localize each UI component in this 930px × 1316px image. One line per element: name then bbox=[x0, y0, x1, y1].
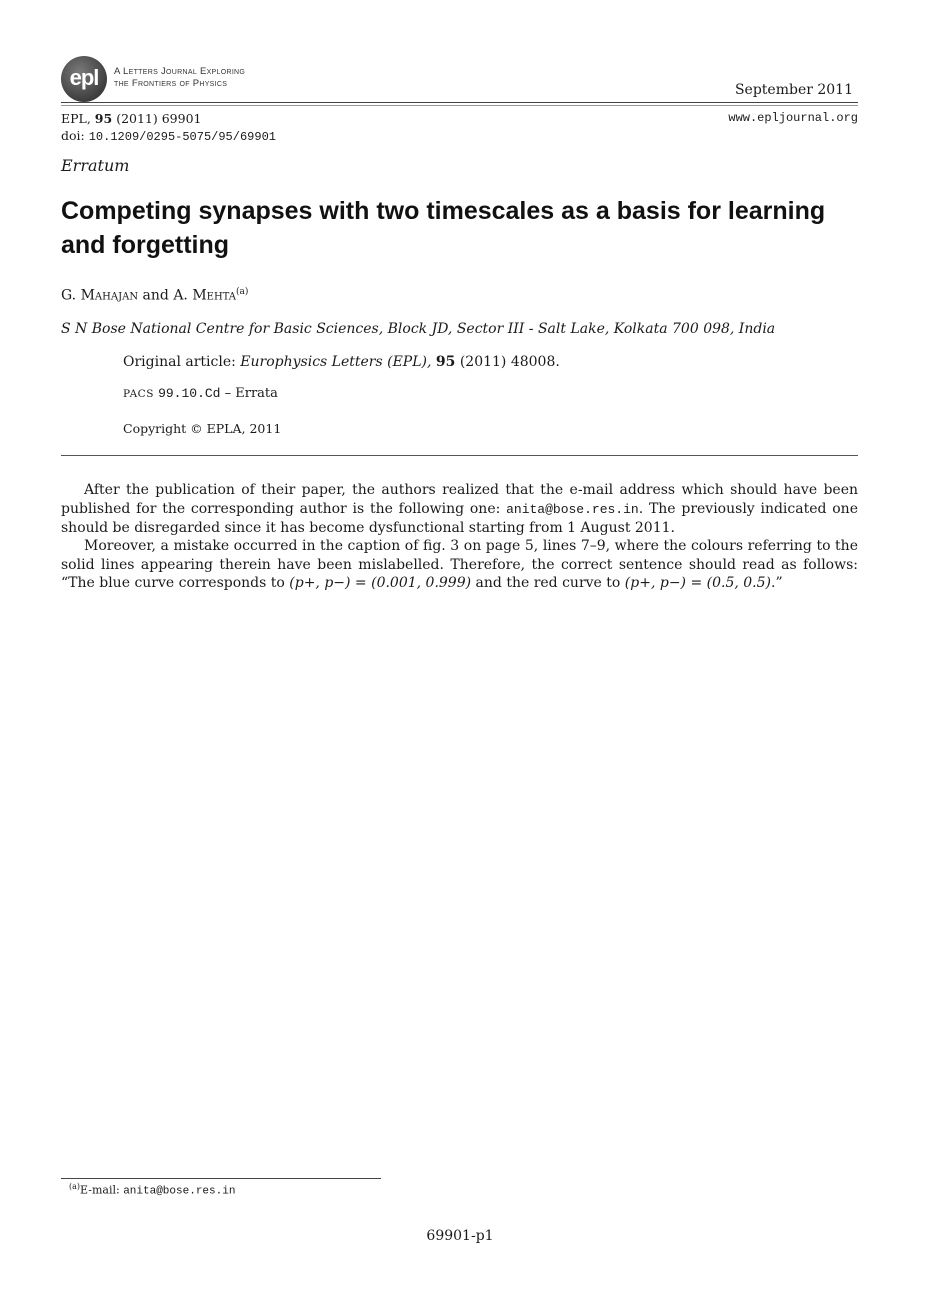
journal-prefix: EPL, bbox=[61, 111, 91, 126]
copyright-notice: Copyright © EPLA, 2011 bbox=[123, 421, 282, 436]
affiliation: S N Bose National Centre for Basic Sciences, Block JD, Sector III - Salt Lake, Kolkata 700 098, India bbox=[61, 321, 776, 337]
pacs-description: – Errata bbox=[224, 386, 278, 401]
pacs-label: PACS bbox=[123, 388, 154, 400]
journal-volume: 95 bbox=[94, 111, 113, 126]
doi-label: doi: bbox=[61, 128, 85, 143]
tagline-line-1: A Letters Journal Exploring bbox=[114, 66, 246, 77]
epl-logo bbox=[61, 56, 107, 102]
pacs-code: 99.10.Cd bbox=[158, 386, 221, 401]
p2-text-before: Moreover, a mistake occurred in the caption of fig. 3 on page 5, lines 7–9, where the colours referring to the solid lines appearing therein have been mislabelled. Therefore, the correct sentence should read as follows: “The blue curve corresponds to bbox=[61, 538, 858, 592]
math-blue-curve: (p+, p−) = (0.001, 0.999) bbox=[289, 575, 472, 592]
body-paragraph-2 bbox=[61, 537, 858, 593]
doi-link[interactable]: 10.1209/0295-5075/95/69901 bbox=[88, 130, 276, 144]
tagline-line-2: the Frontiers of Physics bbox=[114, 78, 228, 89]
pacs-line bbox=[123, 386, 278, 401]
page-number: 69901-p1 bbox=[426, 1228, 494, 1244]
header-rule-secondary bbox=[61, 105, 858, 106]
original-year-page: (2011) 48008. bbox=[459, 354, 560, 370]
footnote-label: E-mail: bbox=[80, 1183, 124, 1197]
logo-text: epl bbox=[69, 64, 99, 90]
p1-text-before: After the publication of their paper, the authors realized that the e-mail address which should have been published for the corresponding author is the following one: bbox=[61, 482, 858, 517]
body-paragraph-1 bbox=[61, 481, 858, 538]
doi-line bbox=[61, 127, 276, 146]
original-label: Original article: bbox=[123, 354, 236, 370]
author-2: A. Mehta bbox=[173, 287, 237, 304]
corresponding-email[interactable]: anita@bose.res.in bbox=[506, 501, 639, 517]
author-1: G. Mahajan bbox=[61, 287, 139, 304]
abstract-divider bbox=[61, 455, 858, 456]
author-conjunction: and bbox=[142, 287, 169, 304]
p2-text-middle: and the red curve to bbox=[471, 575, 625, 592]
journal-tagline bbox=[114, 66, 245, 90]
issue-date: September 2011 bbox=[734, 82, 853, 98]
authors-line bbox=[61, 287, 248, 304]
footnote-email[interactable]: anita@bose.res.in bbox=[123, 1185, 236, 1198]
original-article-reference bbox=[123, 354, 560, 370]
header-rule bbox=[61, 102, 858, 103]
article-kind: Erratum bbox=[61, 156, 130, 175]
journal-website-link[interactable]: www.epljournal.org bbox=[728, 111, 858, 125]
math-red-curve: (p+, p−) = (0.5, 0.5) bbox=[624, 575, 771, 592]
p2-text-after: .” bbox=[771, 575, 783, 592]
paper-title: Competing synapses with two timescales as a basis for learning and forgetting bbox=[61, 197, 826, 259]
citation-line bbox=[61, 110, 276, 127]
original-journal: Europhysics Letters (EPL), bbox=[240, 354, 432, 370]
citation-block bbox=[61, 110, 276, 146]
footnote bbox=[69, 1182, 235, 1198]
journal-year-article: (2011) 69901 bbox=[116, 111, 202, 126]
footnote-mark: (a) bbox=[69, 1182, 81, 1191]
author-footnote-mark[interactable]: (a) bbox=[236, 287, 249, 297]
p1-text-after: . The previously indicated one should be disregarded since it has become dysfunctional starting from 1 August 2011. bbox=[61, 500, 858, 537]
footnote-rule bbox=[61, 1178, 381, 1179]
original-volume: 95 bbox=[435, 354, 456, 370]
